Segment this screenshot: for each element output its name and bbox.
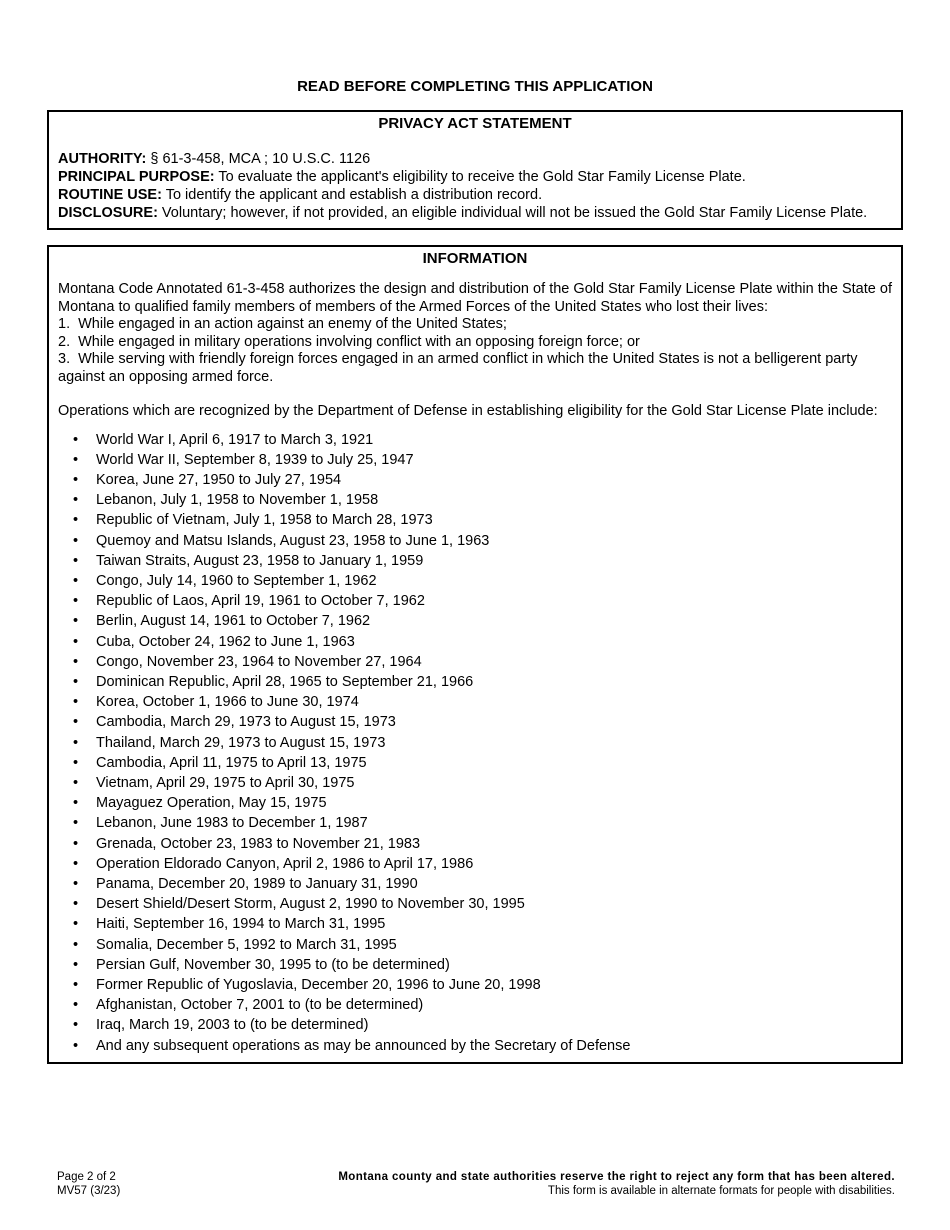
operation-list-item (58, 894, 892, 914)
information-box (47, 245, 903, 1064)
footer-left-block (57, 1170, 120, 1198)
information-intro-paragraph: Montana Code Annotated 61-3-458 authorizes the design and distribution of the Gold Star Family License Plate within the State of Montana to qualified family members of members of the Armed Forces of the United States who lost their lives: (58, 281, 892, 315)
operation-list-item-text: Cambodia, March 29, 1973 to August 15, 1973 (96, 714, 396, 731)
operation-list-item (58, 753, 892, 773)
operation-list-item-text: Republic of Vietnam, July 1, 1958 to March 28, 1973 (96, 512, 433, 529)
operation-list-item (58, 551, 892, 571)
bullet-icon: • (73, 633, 79, 650)
privacy-field: AUTHORITY: § 61-3-458, MCA ; 10 U.S.C. 1126 (58, 151, 371, 167)
privacy-field-label: ROUTINE USE: (58, 187, 162, 203)
operation-list-item-text: Haiti, September 16, 1994 to March 31, 1995 (96, 916, 386, 933)
operations-intro-paragraph: Operations which are recognized by the Department of Defense in establishing eligibility for the Gold Star License Plate include: (58, 403, 878, 419)
operation-list-item-text: Dominican Republic, April 28, 1965 to September 21, 1966 (96, 673, 474, 690)
operation-list-item (58, 733, 892, 753)
operation-list-item-text: Cambodia, April 11, 1975 to April 13, 1975 (96, 754, 367, 771)
operation-list-item (58, 632, 892, 652)
operation-list-item (58, 874, 892, 894)
operations-bullet-list (58, 430, 892, 1056)
operation-list-item (58, 450, 892, 470)
footer-form-number: MV57 (3/23) (57, 1185, 121, 1197)
operation-list-item-text: Berlin, August 14, 1961 to October 7, 1962 (96, 613, 371, 630)
privacy-box-heading: PRIVACY ACT STATEMENT (378, 115, 572, 132)
operation-list-item-text: Panama, December 20, 1989 to January 31, 1990 (96, 875, 418, 892)
operation-list-item (58, 470, 892, 490)
bullet-icon: • (73, 916, 79, 933)
footer-accessibility-notice: This form is available in alternate formats for people with disabilities. (547, 1185, 895, 1197)
numbered-condition-index: 2. (58, 333, 71, 350)
bullet-icon: • (73, 835, 79, 852)
operation-list-item (58, 834, 892, 854)
numbered-condition: 1. While engaged in an action against an enemy of the United States; (58, 316, 507, 332)
operation-list-item-text: Korea, October 1, 1966 to June 30, 1974 (96, 694, 359, 711)
bullet-icon: • (73, 855, 79, 872)
operation-list-item-text: Cuba, October 24, 1962 to June 1, 1963 (96, 633, 355, 650)
privacy-fields-list (58, 150, 892, 222)
operation-list-item-text: World War I, April 6, 1917 to March 3, 1921 (96, 431, 374, 448)
privacy-field: PRINCIPAL PURPOSE: To evaluate the applicant's eligibility to receive the Gold Star Family License Plate. (58, 169, 746, 185)
bullet-icon: • (73, 815, 79, 832)
operation-list-item (58, 955, 892, 975)
operation-list-item-text: Taiwan Straits, August 23, 1958 to January 1, 1959 (96, 552, 424, 569)
bullet-icon: • (73, 795, 79, 812)
bullet-icon: • (73, 471, 79, 488)
operation-list-item (58, 652, 892, 672)
bullet-icon: • (73, 572, 79, 589)
operation-list-item-text: Persian Gulf, November 30, 1995 to (to be determined) (96, 956, 450, 973)
numbered-condition-index: 1. (58, 316, 71, 332)
page-title: READ BEFORE COMPLETING THIS APPLICATION (297, 78, 653, 95)
operation-list-item (58, 914, 892, 934)
operation-list-item (58, 813, 892, 833)
operation-list-item-text: Lebanon, July 1, 1958 to November 1, 1958 (96, 492, 379, 509)
bullet-icon: • (73, 512, 79, 529)
operation-list-item (58, 975, 892, 995)
privacy-field-label: AUTHORITY: (58, 151, 147, 167)
operation-list-item-text: Vietnam, April 29, 1975 to April 30, 1975 (96, 774, 355, 791)
operation-list-item (58, 793, 892, 813)
operation-list-item-text: Grenada, October 23, 1983 to November 21, 1983 (96, 835, 421, 852)
operation-list-item (58, 935, 892, 955)
information-box-heading: INFORMATION (422, 250, 528, 267)
numbered-condition: 3. While serving with friendly foreign forces engaged in an armed conflict in which the United States is not a belligerent party against an opposing armed force. (58, 351, 858, 385)
operation-list-item (58, 854, 892, 874)
operation-list-item (58, 510, 892, 530)
operation-list-item (58, 995, 892, 1015)
operation-list-item (58, 611, 892, 631)
bullet-icon: • (73, 956, 79, 973)
bullet-icon: • (73, 976, 79, 993)
operation-list-item-text: Thailand, March 29, 1973 to August 15, 1973 (96, 734, 386, 751)
bullet-icon: • (73, 694, 79, 711)
bullet-icon: • (73, 896, 79, 913)
operation-list-item (58, 1036, 892, 1056)
bullet-icon: • (73, 997, 79, 1014)
operation-list-item (58, 490, 892, 510)
operation-list-item (58, 1015, 892, 1035)
operation-list-item (58, 591, 892, 611)
operation-list-item-text: Lebanon, June 1983 to December 1, 1987 (96, 815, 368, 832)
operation-list-item (58, 571, 892, 591)
operation-list-item-text: Somalia, December 5, 1992 to March 31, 1995 (96, 936, 397, 953)
operation-list-item-text: Congo, November 23, 1964 to November 27, 1964 (96, 653, 422, 670)
footer-page-number: Page 2 of 2 (57, 1171, 116, 1183)
numbered-conditions-list (58, 316, 892, 386)
privacy-field-label: PRINCIPAL PURPOSE: (58, 169, 215, 185)
operation-list-item (58, 672, 892, 692)
bullet-icon: • (73, 875, 79, 892)
bullet-icon: • (73, 552, 79, 569)
operation-list-item-text: And any subsequent operations as may be announced by the Secretary of Defense (96, 1037, 631, 1054)
operation-list-item (58, 712, 892, 732)
privacy-act-statement-box (47, 110, 903, 230)
operation-list-item-text: Operation Eldorado Canyon, April 2, 1986 to April 17, 1986 (96, 855, 474, 872)
bullet-icon: • (73, 734, 79, 751)
bullet-icon: • (73, 492, 79, 509)
bullet-icon: • (73, 774, 79, 791)
footer-alteration-notice: Montana county and state authorities reserve the right to reject any form that has been altered. (338, 1171, 895, 1183)
operation-list-item-text: Republic of Laos, April 19, 1961 to October 7, 1962 (96, 593, 425, 610)
operation-list-item-text: World War II, September 8, 1939 to July 25, 1947 (96, 451, 414, 468)
operation-list-item-text: Korea, June 27, 1950 to July 27, 1954 (96, 471, 342, 488)
operation-list-item (58, 692, 892, 712)
operation-list-item-text: Desert Shield/Desert Storm, August 2, 1990 to November 30, 1995 (96, 896, 525, 913)
operation-list-item (58, 773, 892, 793)
bullet-icon: • (73, 673, 79, 690)
bullet-icon: • (73, 451, 79, 468)
operation-list-item-text: Quemoy and Matsu Islands, August 23, 1958 to June 1, 1963 (96, 532, 490, 549)
operation-list-item (58, 531, 892, 551)
numbered-condition-index: 3. (58, 351, 71, 367)
bullet-icon: • (73, 936, 79, 953)
privacy-field: DISCLOSURE: Voluntary; however, if not provided, an eligible individual will not be issued the Gold Star Family License Plate. (58, 205, 868, 221)
operation-list-item-text: Former Republic of Yugoslavia, December 20, 1996 to June 20, 1998 (96, 976, 541, 993)
operation-list-item-text: Mayaguez Operation, May 15, 1975 (96, 795, 327, 812)
bullet-icon: • (73, 532, 79, 549)
privacy-field-label: DISCLOSURE: (58, 205, 158, 221)
bullet-icon: • (73, 714, 79, 731)
numbered-condition: 2. While engaged in military operations involving conflict with an opposing foreign force; or (58, 333, 640, 350)
footer-right-block (57, 1170, 895, 1198)
bullet-icon: • (73, 613, 79, 630)
operation-list-item (58, 430, 892, 450)
privacy-field: ROUTINE USE: To identify the applicant and establish a distribution record. (58, 187, 543, 203)
operation-list-item-text: Afghanistan, October 7, 2001 to (to be determined) (96, 997, 424, 1014)
bullet-icon: • (73, 754, 79, 771)
bullet-icon: • (73, 1017, 79, 1034)
bullet-icon: • (73, 593, 79, 610)
operation-list-item-text: Iraq, March 19, 2003 to (to be determined) (96, 1017, 369, 1034)
page-footer (57, 1170, 895, 1198)
operation-list-item-text: Congo, July 14, 1960 to September 1, 1962 (96, 572, 377, 589)
bullet-icon: • (73, 431, 79, 448)
bullet-icon: • (73, 1037, 79, 1054)
bullet-icon: • (73, 653, 79, 670)
